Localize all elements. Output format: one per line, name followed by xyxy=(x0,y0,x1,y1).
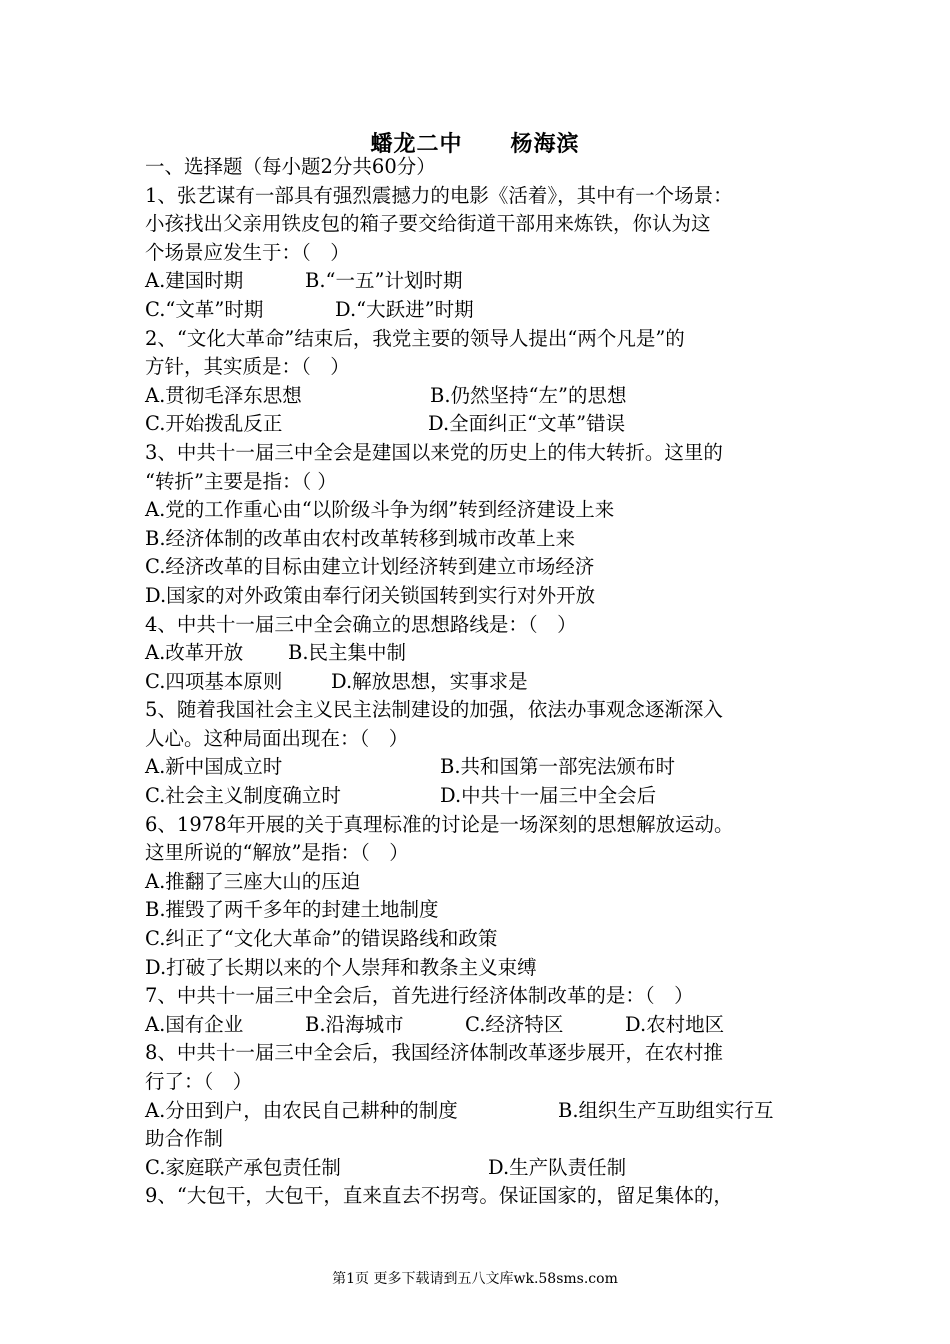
option-row xyxy=(145,868,835,897)
question-list xyxy=(145,182,835,1211)
question-4 xyxy=(145,611,835,697)
answer-option: C.社会主义制度确立时 xyxy=(145,784,341,808)
answer-option: D.中共十一届三中全会后 xyxy=(440,784,657,808)
option-row xyxy=(145,668,835,697)
option-row xyxy=(145,553,835,582)
question-stem-line: 9、“大包干，大包干，直来直去不拐弯。保证国家的，留足集体的， xyxy=(145,1184,733,1208)
option-row xyxy=(145,410,835,439)
answer-option: C.经济改革的目标由建立计划经济转到建立市场经济 xyxy=(145,555,595,579)
answer-option: B.“一五”计划时期 xyxy=(305,269,463,293)
option-row xyxy=(145,582,835,611)
question-7 xyxy=(145,982,835,1039)
question-stem-line: 3、中共十一届三中全会是建国以来党的历史上的伟大转折。这里的 xyxy=(145,440,723,464)
question-8 xyxy=(145,1039,835,1182)
question-stem-line: 个场景应发生于：（ ） xyxy=(145,240,350,264)
question-9 xyxy=(145,1182,835,1211)
answer-option: A.推翻了三座大山的压迫 xyxy=(145,869,361,893)
answer-option: B.民主集中制 xyxy=(288,641,407,665)
author-name: 杨海滨 xyxy=(510,131,580,157)
option-row xyxy=(145,753,835,782)
question-stem-line: 方针，其实质是：（ ） xyxy=(145,355,350,379)
section-heading: 一、选择题（每小题2分共60分） xyxy=(145,155,436,178)
option-row xyxy=(145,382,835,411)
option-row xyxy=(145,782,835,811)
question-1 xyxy=(145,182,835,325)
question-stem-line: 行了：（ ） xyxy=(145,1070,253,1093)
option-row xyxy=(145,1125,835,1154)
answer-option: A.贯彻毛泽东思想 xyxy=(145,383,302,407)
answer-option: A.新中国成立时 xyxy=(145,755,283,779)
question-3 xyxy=(145,439,835,611)
option-row xyxy=(145,639,835,668)
answer-option: D.生产队责任制 xyxy=(488,1155,627,1179)
option-row xyxy=(145,267,835,296)
question-stem-line: 2、“文化大革命”结束后，我党主要的领导人提出“两个凡是”的 xyxy=(145,326,685,350)
answer-option: A.分田到户，由农民自己耕种的制度 xyxy=(145,1098,458,1122)
answer-option: A.建国时期 xyxy=(145,269,244,293)
answer-option: 助合作制 xyxy=(145,1127,224,1151)
question-stem-line: 7、中共十一届三中全会后，首先进行经济体制改革的是：（ ） xyxy=(145,984,694,1008)
answer-option: B.组织生产互助组实行互 xyxy=(558,1098,774,1122)
page-footer: 第1页 更多下载请到五八文库wk.58sms.com xyxy=(332,1271,618,1287)
option-row xyxy=(145,296,835,325)
option-row xyxy=(145,925,835,954)
question-stem-line: 5、随着我国社会主义民主法制建设的加强，依法办事观念逐渐深入 xyxy=(145,698,723,722)
question-stem-line: 4、中共十一届三中全会确立的思想路线是：（ ） xyxy=(145,612,577,636)
option-row xyxy=(145,954,835,983)
answer-option: C.“文革”时期 xyxy=(145,297,264,321)
answer-option: C.家庭联产承包责任制 xyxy=(145,1155,341,1179)
question-stem-line: 这里所说的“解放”是指：（ ） xyxy=(145,841,409,865)
answer-option: A.党的工作重心由“以阶级斗争为纲”转到经济建设上来 xyxy=(145,498,615,522)
answer-option: D.国家的对外政策由奉行闭关锁国转到实行对外开放 xyxy=(145,583,596,607)
option-row xyxy=(145,896,835,925)
option-row xyxy=(145,496,835,525)
option-row xyxy=(145,525,835,554)
answer-option: A.国有企业 xyxy=(145,1012,244,1036)
answer-option: B.共和国第一部宪法颁布时 xyxy=(440,755,676,779)
answer-option: C.纠正了“文化大革命”的错误路线和政策 xyxy=(145,927,498,951)
question-5 xyxy=(145,696,835,810)
question-2 xyxy=(145,325,835,439)
question-stem-line: 6、1978年开展的关于真理标准的讨论是一场深刻的思想解放运动。 xyxy=(145,812,734,836)
answer-option: D.农村地区 xyxy=(625,1012,725,1036)
answer-option: D.全面纠正“文革”错误 xyxy=(428,412,626,436)
question-body xyxy=(145,153,835,1211)
answer-option: B.仍然坚持“左”的思想 xyxy=(430,383,627,407)
answer-option: D.解放思想，实事求是 xyxy=(331,669,528,693)
option-row xyxy=(145,1011,835,1040)
question-stem-line: 人心。这种局面出现在：（ ） xyxy=(145,726,409,750)
question-stem-line: 1、张艺谋有一部具有强烈震撼力的电影《活着》，其中有一个场景： xyxy=(145,183,733,207)
answer-option: B.摧毁了两千多年的封建土地制度 xyxy=(145,898,439,922)
answer-option: B.经济体制的改革由农村改革转移到城市改革上来 xyxy=(145,526,576,550)
question-stem-line: 8、中共十一届三中全会后，我国经济体制改革逐步展开，在农村推 xyxy=(145,1041,723,1065)
answer-option: C.经济特区 xyxy=(465,1012,564,1036)
option-row xyxy=(145,1097,835,1126)
answer-option: A.改革开放 xyxy=(145,641,244,665)
answer-option: D.打破了长期以来的个人崇拜和教条主义束缚 xyxy=(145,955,537,979)
answer-option: C.开始拨乱反正 xyxy=(145,412,283,436)
question-6 xyxy=(145,811,835,983)
school-name: 蟠龙二中 xyxy=(370,131,463,157)
question-stem-line: 小孩找出父亲用铁皮包的箱子要交给街道干部用来炼铁，你认为这 xyxy=(145,212,711,236)
question-stem-line: “转折”主要是指：（ ） xyxy=(145,469,337,493)
answer-option: C.四项基本原则 xyxy=(145,669,283,693)
answer-option: D.“大跃进”时期 xyxy=(335,297,474,321)
answer-option: B.沿海城市 xyxy=(305,1012,404,1036)
option-row xyxy=(145,1154,835,1183)
